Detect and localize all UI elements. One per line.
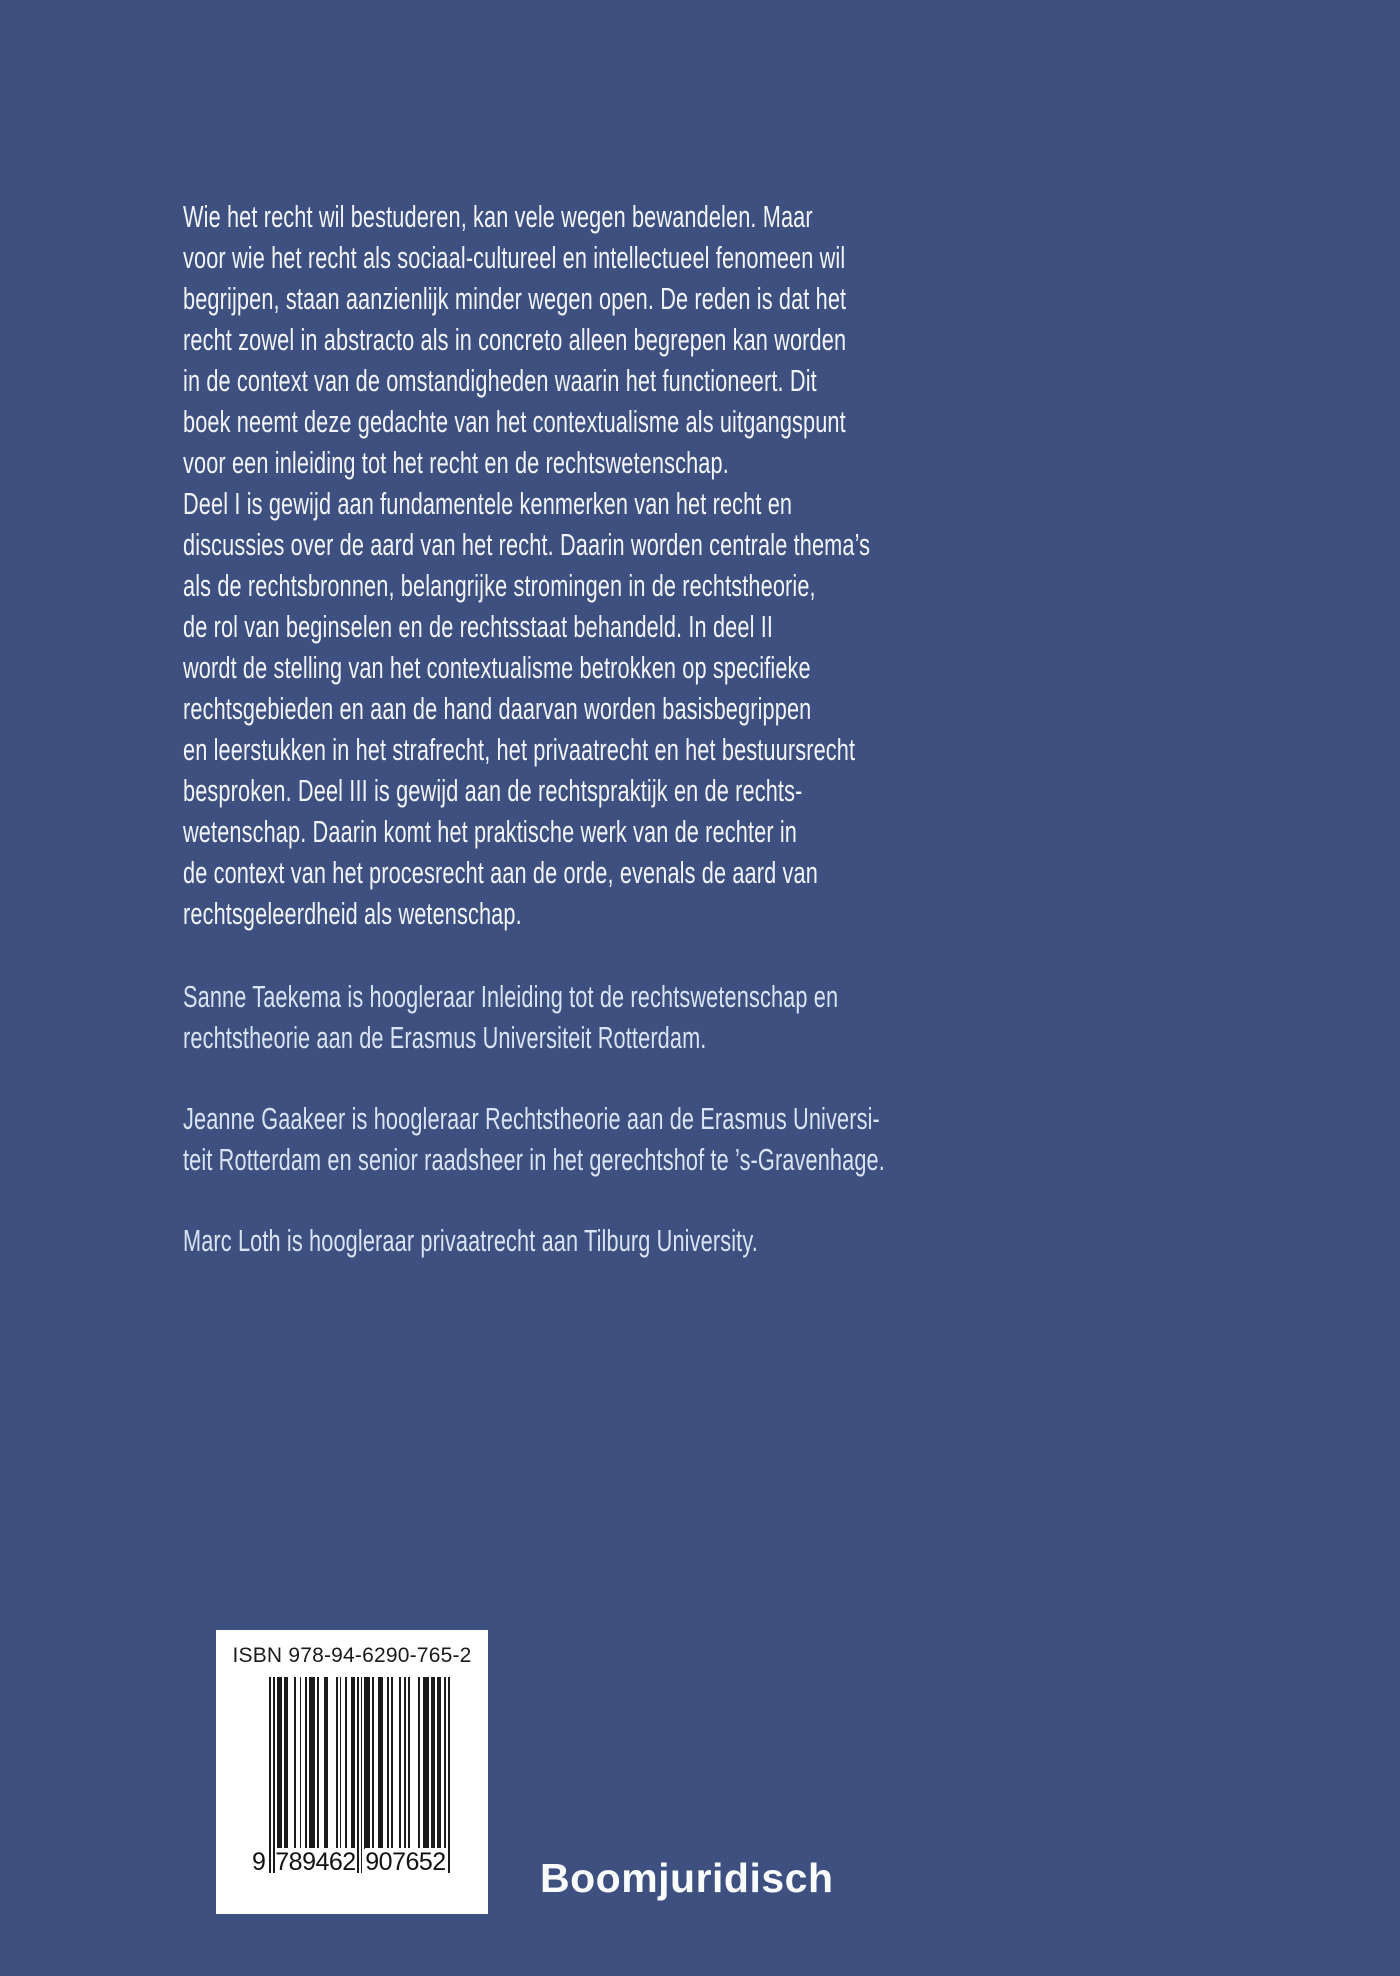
- author-bio: [183, 1098, 953, 1180]
- blurb-line: boek neemt deze gedachte van het contextualisme als uitgangspunt: [183, 404, 846, 439]
- author-bios: [183, 976, 953, 1261]
- blurb-line: recht zowel in abstracto als in concreto alleen begrepen kan worden: [183, 322, 847, 357]
- bio-line: rechtstheorie aan de Erasmus Universiteit Rotterdam.: [183, 1020, 707, 1055]
- text-column: [183, 196, 953, 1301]
- blurb-line: als de rechtsbronnen, belangrijke stromingen in de rechtstheorie,: [183, 568, 816, 603]
- barcode-digit-group-left: 789462: [275, 1848, 356, 1876]
- blurb-line: besproken. Deel III is gewijd aan de rechtspraktijk en de rechts-: [183, 773, 803, 808]
- blurb-line: wordt de stelling van het contextualisme betrokken op specifieke: [183, 650, 811, 685]
- blurb-line: rechtsgebieden en aan de hand daarvan worden basisbegrippen: [183, 691, 812, 726]
- blurb-line: rechtsgeleerdheid als wetenschap.: [183, 896, 522, 931]
- blurb-line: de rol van beginselen en de rechtsstaat behandeld. In deel II: [183, 609, 774, 644]
- barcode-digit-group-right: 907652: [365, 1848, 446, 1876]
- blurb-line: voor een inleiding tot het recht en de rechtswetenschap.: [183, 445, 729, 480]
- ean13-barcode: [252, 1677, 452, 1877]
- isbn-label: ISBN 978-94-6290-765-2: [232, 1644, 472, 1667]
- blurb-line: en leerstukken in het strafrecht, het privaatrecht en het bestuursrecht: [183, 732, 856, 767]
- barcode-bar: [448, 1677, 450, 1873]
- barcode-bars: [269, 1677, 452, 1873]
- blurb-line: discussies over de aard van het recht. Daarin worden centrale thema’s: [183, 527, 871, 562]
- bio-line: Sanne Taekema is hoogleraar Inleiding tot de rechtswetenschap en: [183, 979, 839, 1014]
- blurb-line: Wie het recht wil bestuderen, kan vele wegen bewandelen. Maar: [183, 199, 813, 234]
- blurb-line: Deel I is gewijd aan fundamentele kenmerken van het recht en: [183, 486, 793, 521]
- blurb: [183, 196, 953, 934]
- blurb-line: begrijpen, staan aanzienlijk minder wegen open. De reden is dat het: [183, 281, 847, 316]
- publisher-logo: Boomjuridisch: [540, 1855, 834, 1901]
- author-bio: [183, 976, 953, 1058]
- barcode-digit-lead: 9: [252, 1848, 266, 1876]
- author-bio: [183, 1220, 953, 1261]
- bio-line: Marc Loth is hoogleraar privaatrecht aan Tilburg University.: [183, 1223, 758, 1258]
- blurb-line: voor wie het recht als sociaal-cultureel en intellectueel fenomeen wil: [183, 240, 846, 275]
- barcode-digits: [252, 1848, 452, 1878]
- isbn-barcode-box: [216, 1630, 488, 1914]
- blurb-line: wetenschap. Daarin komt het praktische werk van de rechter in: [183, 814, 798, 849]
- bio-line: Jeanne Gaakeer is hoogleraar Rechtstheorie aan de Erasmus Universi-: [183, 1101, 880, 1136]
- blurb-line: de context van het procesrecht aan de orde, evenals de aard van: [183, 855, 818, 890]
- bio-line: teit Rotterdam en senior raadsheer in het gerechtshof te ’s-Gravenhage.: [183, 1142, 885, 1177]
- blurb-line: in de context van de omstandigheden waarin het functioneert. Dit: [183, 363, 817, 398]
